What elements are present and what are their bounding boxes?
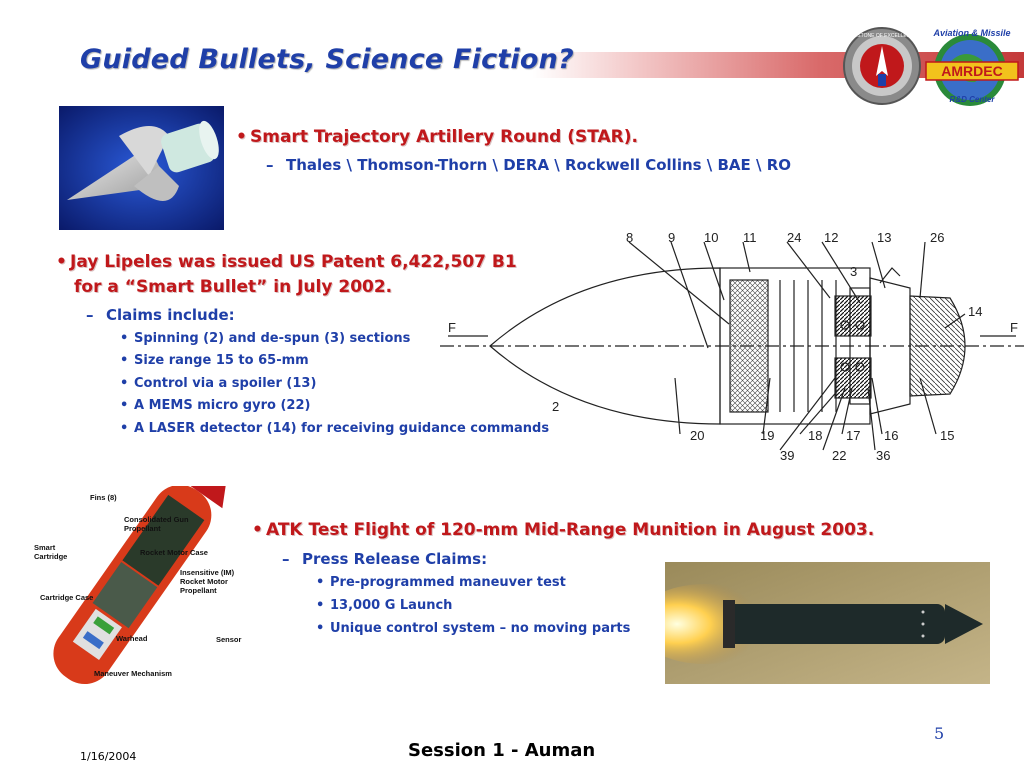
patent-subbullet: – Claims include: <box>86 306 235 324</box>
diagram-label: 9 <box>668 230 676 245</box>
amrdec-name: AMRDEC <box>941 63 1003 79</box>
atk-item: • Pre-programmed maneuver test <box>316 575 566 590</box>
diagram-label: F <box>448 320 456 335</box>
atk-item: • 13,000 G Launch <box>316 598 453 613</box>
diagram-label: 26 <box>930 230 945 245</box>
diagram-label: 18 <box>808 428 823 443</box>
patent-item: • Control via a spoiler (13) <box>120 376 317 391</box>
munition-label: Rocket Motor <box>180 577 228 586</box>
amrdec-bottom-text: R&D Center <box>949 95 995 104</box>
patent-item: • Spinning (2) and de-spun (3) sections <box>120 331 411 346</box>
footer-session: Session 1 - Auman <box>408 740 596 761</box>
diagram-label: F <box>1010 320 1018 335</box>
munition-label: Smart <box>34 543 56 552</box>
diagram-label: 12 <box>824 230 839 245</box>
munition-label: Rocket Motor Case <box>140 548 208 557</box>
munition-label: Sensor <box>216 635 242 644</box>
diagram-label: 11 <box>743 230 757 245</box>
amrdec-top-text: Aviation & Missile <box>933 28 1011 38</box>
seal-text: REDSTONE OF EXCELLENCE <box>846 33 918 39</box>
patent-bullet-line1: • Jay Lipeles was issued US Patent 6,422,507 B1 <box>56 252 517 272</box>
diagram-label: 19 <box>760 428 775 443</box>
smart-bullet-patent-diagram <box>440 228 1024 468</box>
diagram-label: 13 <box>877 230 892 245</box>
diagram-label: 10 <box>704 230 719 245</box>
munition-label: Maneuver Mechanism <box>94 669 172 678</box>
star-subbullet: – Thales \ Thomson-Thorn \ DERA \ Rockwell Collins \ BAE \ RO <box>266 156 792 174</box>
munition-label: Cartridge Case <box>40 593 94 602</box>
munition-label: Insensitive (IM) <box>180 568 235 577</box>
page-number: 5 <box>934 724 945 743</box>
patent-item: • A MEMS micro gyro (22) <box>120 398 311 413</box>
bullet-dot: • <box>236 127 247 147</box>
atk-item: • Unique control system – no moving parts <box>316 621 631 636</box>
diagram-label: 15 <box>940 428 955 443</box>
footer-date: 1/16/2004 <box>80 750 137 763</box>
munition-label: Consolidated Gun <box>124 515 189 524</box>
diagram-label: 20 <box>690 428 705 443</box>
redstone-seal-logo <box>842 26 922 106</box>
munition-label: Propellant <box>180 586 217 595</box>
patent-item: • A LASER detector (14) for receiving guidance commands <box>120 421 550 436</box>
munition-cutaway-diagram <box>30 486 250 696</box>
diagram-label: 8 <box>626 230 634 245</box>
munition-label: Warhead <box>116 634 148 643</box>
diagram-label: 3 <box>850 264 858 279</box>
atk-subbullet: – Press Release Claims: <box>282 550 488 568</box>
munition-label: Fins (8) <box>90 493 117 502</box>
atk-flight-photo <box>665 562 990 684</box>
diagram-label: 17 <box>846 428 861 443</box>
star-round-image <box>59 106 224 230</box>
munition-label: Cartridge <box>34 552 68 561</box>
amrdec-logo <box>920 22 1024 118</box>
diagram-label: 24 <box>787 230 802 245</box>
diagram-label: 16 <box>884 428 899 443</box>
diagram-label: 39 <box>780 448 795 463</box>
diagram-label: 36 <box>876 448 891 463</box>
patent-item: • Size range 15 to 65-mm <box>120 353 309 368</box>
slide-title: Guided Bullets, Science Fiction? <box>80 44 574 75</box>
diagram-label: 14 <box>968 304 983 319</box>
patent-bullet-line2: for a “Smart Bullet” in July 2002. <box>74 277 393 297</box>
atk-bullet: • ATK Test Flight of 120-mm Mid-Range Munition in August 2003. <box>252 520 875 540</box>
munition-label: Propellant <box>124 524 161 533</box>
star-bullet: • Smart Trajectory Artillery Round (STAR). <box>236 127 638 147</box>
diagram-label: 22 <box>832 448 847 463</box>
diagram-label: 2 <box>552 399 560 414</box>
